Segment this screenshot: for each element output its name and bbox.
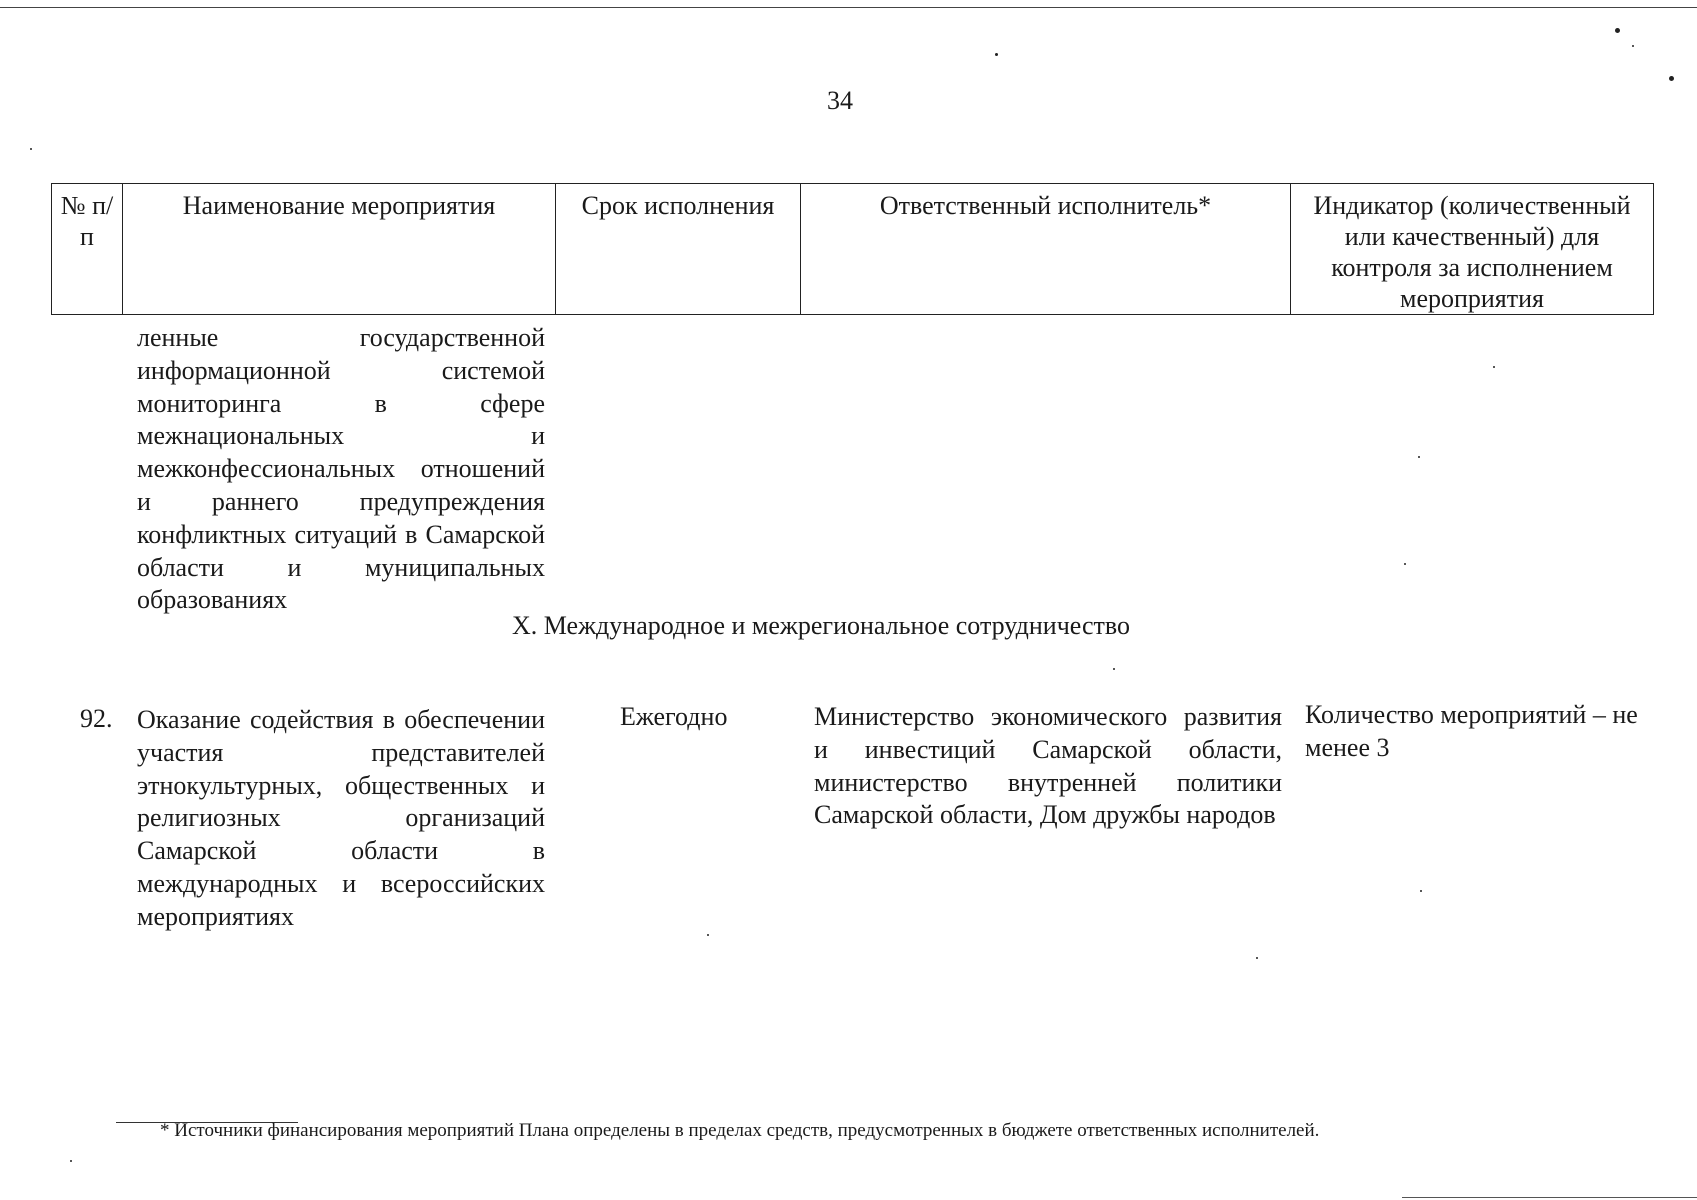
header-term: Срок исполнения — [556, 184, 801, 315]
table-header — [51, 183, 1654, 315]
row-indicator: Количество мероприятий – не менее 3 — [1305, 700, 1638, 762]
footnote: * Источники финансирования мероприятий Плана определены в пределах средств, предусмотренных в бюджете ответственных исполнителей. — [160, 1120, 1320, 1141]
scan-speck — [707, 934, 709, 936]
header-executor: Ответственный исполнитель* — [801, 184, 1291, 315]
scan-speck — [1420, 890, 1422, 892]
scan-speck — [1632, 45, 1634, 47]
page-number: 34 — [827, 86, 853, 115]
bottom-scan-edge — [1402, 1197, 1697, 1198]
continued-row-name: ленные государственной информационной системой мониторинга в сфере межнациональных и межконфессиональных отношений и раннего предупреждения конфликтных ситуаций в Самарской области и муниципальных образованиях — [137, 323, 545, 615]
header-num: № п/п — [52, 184, 123, 315]
scan-speck — [1404, 563, 1406, 565]
scan-speck — [1113, 668, 1115, 670]
section-heading: X. Международное и межрегиональное сотрудничество — [512, 611, 1130, 640]
scan-speck — [1418, 456, 1420, 458]
scan-speck — [1615, 28, 1620, 33]
header-name: Наименование мероприятия — [123, 184, 556, 315]
header-indicator: Индикатор (количественный или качественный) для контроля за исполнением мероприятия — [1291, 184, 1654, 315]
top-scan-edge — [0, 7, 1697, 8]
scan-speck — [70, 1160, 72, 1162]
scan-speck — [1493, 366, 1495, 368]
row-executor: Министерство экономического развития и инвестиций Самарской области, министерство внутренней политики Самарской области, Дом дружбы народов — [814, 702, 1282, 830]
scan-speck — [1669, 76, 1674, 81]
row-number: 92. — [80, 704, 113, 733]
row-term: Ежегодно — [620, 702, 728, 731]
scan-speck — [30, 148, 32, 150]
scan-speck — [1256, 957, 1258, 959]
scan-speck — [995, 53, 998, 56]
row-name: Оказание содействия в обеспечении участия представителей этнокультурных, общественных и религиозных организаций Самарской области в международных и всероссийских мероприятиях — [137, 705, 545, 931]
